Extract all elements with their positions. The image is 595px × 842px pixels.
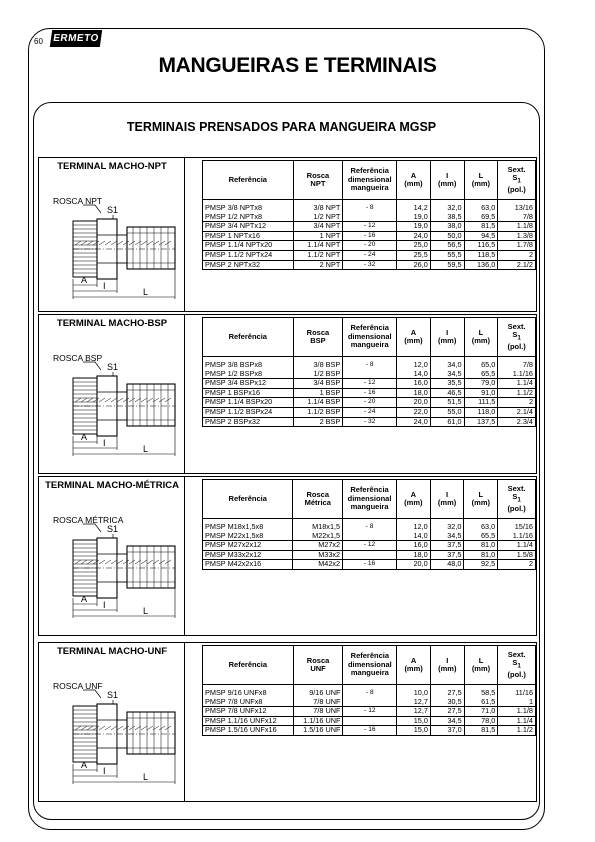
hex-header: Sext. $S_1$ (pol.) [498, 480, 536, 519]
a-cell: 16,0 [397, 379, 431, 389]
fitting-drawing [45, 494, 180, 619]
i-cell: 32,0 [430, 204, 464, 213]
l-cell: 94,5 [464, 231, 498, 241]
hex-cell: 1.1/16 [498, 532, 536, 541]
i-cell: 34,5 [430, 716, 464, 726]
table-row [203, 250, 536, 260]
l-cell: 71,0 [464, 707, 498, 717]
hex-cell: 15/16 [498, 523, 536, 532]
table-row [203, 260, 536, 270]
l-cell: 65,0 [464, 361, 498, 370]
hex-cell: 2.3/4 [498, 417, 536, 427]
thread-cell: M27x2 [293, 541, 343, 551]
a-cell: 14,0 [396, 532, 430, 541]
a-cell: 25,0 [397, 241, 431, 251]
thread-header: Rosca NPT [293, 161, 343, 200]
dim-a-label: A [81, 760, 88, 770]
a-header: A (mm) [396, 480, 430, 519]
ref-cell: PMSP 1.1/4 BSPx20 [203, 398, 294, 408]
dim-a-label: A [81, 275, 88, 285]
dim-ref-cell: - 8 [343, 523, 397, 532]
spec-table [202, 160, 536, 270]
thread-cell: 3/4 BSP [293, 379, 343, 389]
ref-cell: PMSP 3/4 BSPx12 [203, 379, 294, 389]
i-cell: 55,5 [430, 250, 464, 260]
ref-header: Referência [203, 646, 294, 685]
l-cell: 118,0 [464, 407, 498, 417]
thread-cell: 1.5/16 UNF [293, 726, 343, 736]
table-header-row [203, 646, 536, 685]
dim-ref-cell: - 32 [343, 260, 397, 270]
a-cell: 16,0 [396, 541, 430, 551]
hex-cell: 1 [498, 698, 536, 707]
thread-header: Rosca UNF [293, 646, 343, 685]
drawing-panel [39, 477, 185, 635]
dim-ref-header: Referência dimensional mangueira [343, 480, 397, 519]
dim-l-label: L [143, 772, 149, 782]
i-cell: 37,5 [430, 541, 464, 551]
ref-cell: PMSP M33x2x12 [203, 550, 293, 560]
thread-label: ROSCA NPT [53, 196, 103, 206]
hex-cell: 2 [498, 250, 536, 260]
i-cell: 50,0 [430, 231, 464, 241]
dim-ref-cell: - 24 [343, 250, 397, 260]
l-cell: 65,5 [464, 370, 498, 379]
i-cell: 59,5 [430, 260, 464, 270]
dim-ref-cell: - 16 [343, 560, 397, 570]
a-cell: 14,2 [397, 204, 431, 213]
thread-cell: 1.1/16 UNF [293, 716, 343, 726]
a-cell: 24,0 [397, 231, 431, 241]
l-cell: 81,0 [464, 550, 498, 560]
terminal-section [38, 476, 537, 636]
i-header: I (mm) [430, 480, 464, 519]
dim-ref-cell: - 32 [343, 417, 397, 427]
l-header: L (mm) [464, 646, 498, 685]
l-header: L (mm) [464, 318, 498, 357]
l-cell: 58,5 [464, 689, 498, 698]
thread-cell: 1.1/2 NPT [293, 250, 343, 260]
dim-ref-cell: - 24 [343, 407, 397, 417]
a-cell: 10,0 [397, 689, 431, 698]
s1-label: S1 [107, 690, 119, 700]
thread-label: ROSCA MÉTRICA [53, 515, 124, 525]
dim-a-label: A [81, 594, 88, 604]
thread-cell: 1 BSP [293, 388, 343, 398]
l-cell: 81,5 [464, 222, 498, 232]
l-cell: 63,0 [464, 523, 498, 532]
page-subtitle: TERMINAIS PRENSADOS PARA MANGUEIRA MGSP [126, 120, 437, 134]
hex-cell: 11/16 [498, 689, 536, 698]
ref-cell: PMSP 3/8 NPTx8 [203, 204, 294, 213]
s1-label: S1 [107, 362, 119, 372]
ref-cell: PMSP 7/8 UNFx8 [203, 698, 294, 707]
a-cell: 18,0 [396, 550, 430, 560]
a-cell: 14,0 [397, 370, 431, 379]
ref-cell: PMSP 1.1/16 UNFx12 [203, 716, 294, 726]
a-cell: 12,7 [397, 698, 431, 707]
ref-cell: PMSP 1.1/2 NPTx24 [203, 250, 294, 260]
terminal-section [38, 314, 537, 474]
dim-ref-cell: - 12 [343, 222, 397, 232]
thread-cell: M22x1,5 [293, 532, 343, 541]
hex-cell: 1.5/8 [498, 550, 536, 560]
i-header: I (mm) [430, 161, 464, 200]
ref-cell: PMSP M18x1,5x8 [203, 523, 293, 532]
dim-ref-cell [343, 716, 397, 726]
hex-cell: 1.1/2 [498, 388, 536, 398]
i-cell: 32,0 [430, 523, 464, 532]
hex-header: Sext. $S_1$ (pol.) [498, 646, 536, 685]
dim-ref-cell: - 12 [343, 541, 397, 551]
l-cell: 136,0 [464, 260, 498, 270]
hex-cell: 7/8 [498, 361, 536, 370]
l-cell: 65,5 [464, 532, 498, 541]
hex-cell: 2.1/2 [498, 260, 536, 270]
fitting-drawing [45, 660, 180, 785]
ref-cell: PMSP 1.5/16 UNFx16 [203, 726, 294, 736]
thread-cell: 9/16 UNF [293, 689, 343, 698]
thread-label: ROSCA BSP [53, 353, 103, 363]
a-cell: 12,0 [396, 523, 430, 532]
i-cell: 48,0 [430, 560, 464, 570]
i-cell: 38,0 [430, 222, 464, 232]
i-cell: 30,5 [430, 698, 464, 707]
ref-cell: PMSP 1.1/2 BSPx24 [203, 407, 294, 417]
hex-cell: 1.1/2 [498, 726, 536, 736]
dim-a-label: A [81, 432, 88, 442]
thread-header: Rosca BSP [293, 318, 343, 357]
l-cell: 69,5 [464, 213, 498, 222]
i-cell: 37,5 [430, 550, 464, 560]
i-cell: 61,0 [430, 417, 464, 427]
ref-cell: PMSP 2 NPTx32 [203, 260, 294, 270]
l-header: L (mm) [464, 161, 498, 200]
a-cell: 25,5 [397, 250, 431, 260]
ref-cell: PMSP M22x1,5x8 [203, 532, 293, 541]
l-cell: 116,5 [464, 241, 498, 251]
a-cell: 15,0 [397, 726, 431, 736]
ref-cell: PMSP 1 NPTx16 [203, 231, 294, 241]
i-cell: 38,5 [430, 213, 464, 222]
table-row [203, 726, 536, 736]
spec-table [202, 479, 536, 570]
terminal-section [38, 157, 537, 312]
dim-l-label: L [143, 444, 149, 454]
l-cell: 78,0 [464, 716, 498, 726]
dim-ref-cell: - 16 [343, 231, 397, 241]
ref-header: Referência [203, 161, 294, 200]
hex-cell: 2 [498, 560, 536, 570]
a-cell: 19,0 [397, 222, 431, 232]
thread-cell: 3/8 BSP [293, 361, 343, 370]
thread-cell: M33x2 [293, 550, 343, 560]
thread-cell: 1/2 NPT [293, 213, 343, 222]
thread-cell: M42x2 [293, 560, 343, 570]
a-cell: 18,0 [397, 388, 431, 398]
i-cell: 27,5 [430, 707, 464, 717]
table-row [203, 707, 536, 717]
i-cell: 51,5 [430, 398, 464, 408]
dim-ref-cell: - 8 [343, 204, 397, 213]
table-row [203, 407, 536, 417]
section-title: TERMINAL MACHO-NPT [57, 161, 167, 172]
fitting-drawing [45, 175, 180, 300]
section-title: TERMINAL MACHO-BSP [56, 318, 168, 329]
thread-cell: 1/2 BSP [293, 370, 343, 379]
thread-cell: 7/8 UNF [293, 698, 343, 707]
thread-cell: 3/4 NPT [293, 222, 343, 232]
a-header: A (mm) [397, 161, 431, 200]
ref-cell: PMSP M27x2x12 [203, 541, 293, 551]
table-row [203, 541, 536, 551]
hex-cell: 1.1/8 [498, 707, 536, 717]
i-header: I (mm) [430, 318, 464, 357]
i-cell: 56,5 [430, 241, 464, 251]
hex-cell: 1.1/8 [498, 222, 536, 232]
l-header: L (mm) [464, 480, 498, 519]
hex-cell: 1.1/4 [498, 379, 536, 389]
dim-ref-cell: - 20 [343, 241, 397, 251]
s1-label: S1 [107, 205, 119, 215]
a-cell: 24,0 [397, 417, 431, 427]
hex-cell: 13/16 [498, 204, 536, 213]
dim-i-label: I [103, 600, 106, 610]
ref-header: Referência [203, 480, 293, 519]
thread-cell: 1.1/2 BSP [293, 407, 343, 417]
dim-l-label: L [143, 287, 149, 297]
thread-cell: 1.1/4 BSP [293, 398, 343, 408]
a-header: A (mm) [397, 646, 431, 685]
hex-cell: 7/8 [498, 213, 536, 222]
i-cell: 35,5 [430, 379, 464, 389]
brand-logo: ERMETO [50, 30, 102, 47]
a-cell: 15,0 [397, 716, 431, 726]
hex-cell: 1.1/16 [498, 370, 536, 379]
fitting-drawing [45, 332, 180, 457]
ref-cell: PMSP 1 BSPx16 [203, 388, 294, 398]
a-cell: 19,0 [397, 213, 431, 222]
a-cell: 22,0 [397, 407, 431, 417]
section-title: TERMINAL MACHO-MÉTRICA [45, 480, 179, 491]
hex-cell: 2 [498, 398, 536, 408]
ref-header: Referência [203, 318, 294, 357]
ref-cell: PMSP 7/8 UNFx12 [203, 707, 294, 717]
ref-cell: PMSP 1.1/4 NPTx20 [203, 241, 294, 251]
i-cell: 55,0 [430, 407, 464, 417]
i-cell: 37,0 [430, 726, 464, 736]
dim-ref-cell: - 20 [343, 398, 397, 408]
dim-ref-cell: - 12 [343, 379, 397, 389]
dim-ref-cell: - 8 [343, 361, 397, 370]
dim-ref-cell: - 8 [343, 689, 397, 698]
l-cell: 111,5 [464, 398, 498, 408]
hex-cell: 1.7/8 [498, 241, 536, 251]
thread-cell: 1 NPT [293, 231, 343, 241]
l-cell: 81,5 [464, 726, 498, 736]
thread-cell: 1.1/4 NPT [293, 241, 343, 251]
table-header-row [203, 480, 536, 519]
a-header: A (mm) [397, 318, 431, 357]
page-number: 60 [34, 37, 43, 46]
drawing-panel [39, 158, 185, 311]
i-header: I (mm) [430, 646, 464, 685]
l-cell: 137,5 [464, 417, 498, 427]
hex-cell: 2.1/4 [498, 407, 536, 417]
dim-ref-cell: - 12 [343, 707, 397, 717]
thread-cell: 2 BSP [293, 417, 343, 427]
dim-ref-cell [343, 213, 397, 222]
l-cell: 92,5 [464, 560, 498, 570]
a-cell: 20,0 [396, 560, 430, 570]
hex-cell: 1.3/8 [498, 231, 536, 241]
ref-cell: PMSP 9/16 UNFx8 [203, 689, 294, 698]
i-cell: 46,5 [430, 388, 464, 398]
table-header-row [203, 318, 536, 357]
a-cell: 12,7 [397, 707, 431, 717]
hex-cell: 1.1/4 [498, 716, 536, 726]
table-header-row [203, 161, 536, 200]
i-cell: 34,5 [430, 532, 464, 541]
i-cell: 34,0 [430, 361, 464, 370]
thread-cell: 3/8 NPT [293, 204, 343, 213]
l-cell: 118,5 [464, 250, 498, 260]
dim-ref-cell [343, 698, 397, 707]
a-cell: 12,0 [397, 361, 431, 370]
terminal-section [38, 642, 537, 802]
ref-cell: PMSP 3/8 BSPx8 [203, 361, 294, 370]
i-cell: 34,5 [430, 370, 464, 379]
a-cell: 20,0 [397, 398, 431, 408]
ref-cell: PMSP 1/2 BSPx8 [203, 370, 294, 379]
ref-cell: PMSP M42x2x16 [203, 560, 293, 570]
dim-l-label: L [143, 606, 149, 616]
dim-ref-cell: - 16 [343, 388, 397, 398]
l-cell: 61,5 [464, 698, 498, 707]
hex-header: Sext. $S_1$ (pol.) [498, 161, 536, 200]
hex-cell: 1.1/4 [498, 541, 536, 551]
dim-ref-header: Referência dimensional mangueira [343, 161, 397, 200]
dim-ref-header: Referência dimensional mangueira [343, 318, 397, 357]
dim-ref-cell: - 16 [343, 726, 397, 736]
dim-ref-header: Referência dimensional mangueira [343, 646, 397, 685]
ref-cell: PMSP 2 BSPx32 [203, 417, 294, 427]
spec-table [202, 645, 536, 736]
i-cell: 27,5 [430, 689, 464, 698]
table-row [203, 417, 536, 427]
table-row [203, 379, 536, 389]
thread-cell: M18x1,5 [293, 523, 343, 532]
ref-cell: PMSP 3/4 NPTx12 [203, 222, 294, 232]
table-row [203, 560, 536, 570]
thread-cell: 7/8 UNF [293, 707, 343, 717]
thread-cell: 2 NPT [293, 260, 343, 270]
dim-ref-cell [343, 550, 397, 560]
thread-header: Rosca Métrica [293, 480, 343, 519]
section-title: TERMINAL MACHO-UNF [56, 646, 168, 657]
l-cell: 91,0 [464, 388, 498, 398]
drawing-panel [39, 643, 185, 801]
dim-i-label: I [103, 281, 106, 291]
s1-label: S1 [107, 524, 119, 534]
hex-header: Sext. $S_1$ (pol.) [498, 318, 536, 357]
l-cell: 81,0 [464, 541, 498, 551]
spec-table [202, 317, 536, 427]
l-cell: 79,0 [464, 379, 498, 389]
dim-i-label: I [103, 438, 106, 448]
dim-ref-cell [343, 532, 397, 541]
page-title: MANGUEIRAS E TERMINAIS [158, 54, 437, 77]
a-cell: 26,0 [397, 260, 431, 270]
dim-ref-cell [343, 370, 397, 379]
l-cell: 63,0 [464, 204, 498, 213]
ref-cell: PMSP 1/2 NPTx8 [203, 213, 294, 222]
table-row [203, 222, 536, 232]
dim-i-label: I [103, 766, 106, 776]
drawing-panel [39, 315, 185, 473]
thread-label: ROSCA UNF [53, 681, 103, 691]
